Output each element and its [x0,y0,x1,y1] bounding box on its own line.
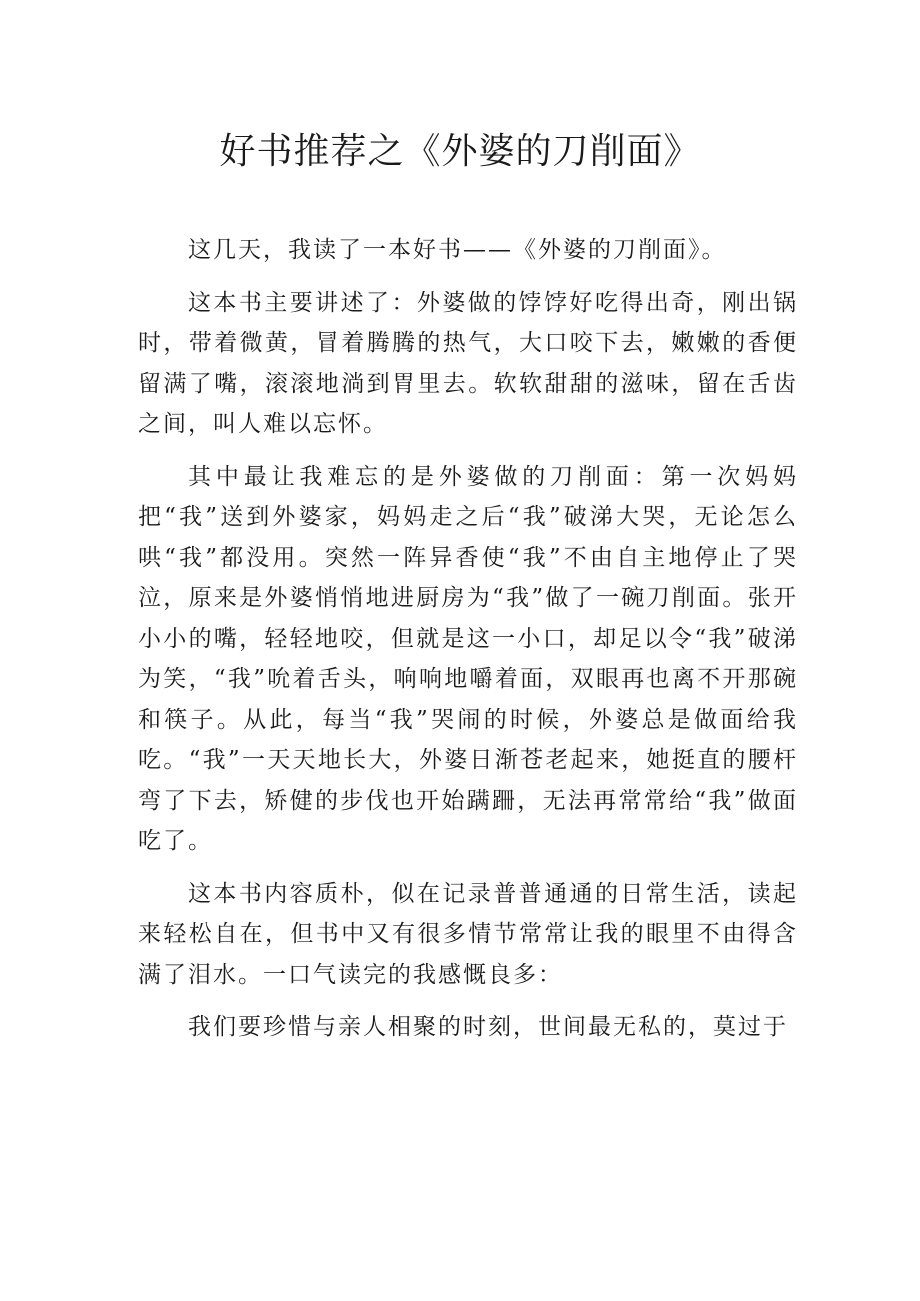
paragraph-conclusion: 我们要珍惜与亲人相聚的时刻，世间最无私的，莫过于 [188,1014,788,1040]
paragraph-reflection: 这本书内容质朴，似在记录普普通通的日常生活，读起来轻松自在，但书中又有很多情节常常让我的眼里不由得含满了泪水。一口气读完的我感慨良多： [138,880,798,988]
paragraph-noodles: 其中最让我难忘的是外婆做的刀削面：第一次妈妈把“我”送到外婆家，妈妈走之后“我”破涕大哭，无论怎么哄“我”都没用。突然一阵异香使“我”不由自主地停止了哭泣，原来是外婆悄悄地进厨房为“我”做了一碗刀削面。张开小小的嘴，轻轻地咬，但就是这一小口，却足以令“我”破涕为笑，“我”吮着舌头，响响地嚼着面，双眼再也离不开那碗和筷子。从此，每当“我”哭闹的时候，外婆总是做面给我吃。“我”一天天地长大，外婆日渐苍老起来，她挺直的腰杆弯了下去，矫健的步伐也开始蹒跚，无法再常常给“我”做面吃了。 [138,463,798,854]
paragraph-summary: 这本书主要讲述了：外婆做的饽饽好吃得出奇，刚出锅时，带着微黄，冒着腾腾的热气，大口咬下去，嫩嫩的香便留满了嘴，滚滚地淌到胃里去。软软甜甜的滋味，留在舌齿之间，叫人难以忘怀。 [138,289,798,437]
document-title: 好书推荐之《外婆的刀削面》 [219,131,701,172]
paragraph-intro: 这几天，我读了一本好书——《外婆的刀削面》。 [188,237,727,263]
document-body [138,230,798,1060]
